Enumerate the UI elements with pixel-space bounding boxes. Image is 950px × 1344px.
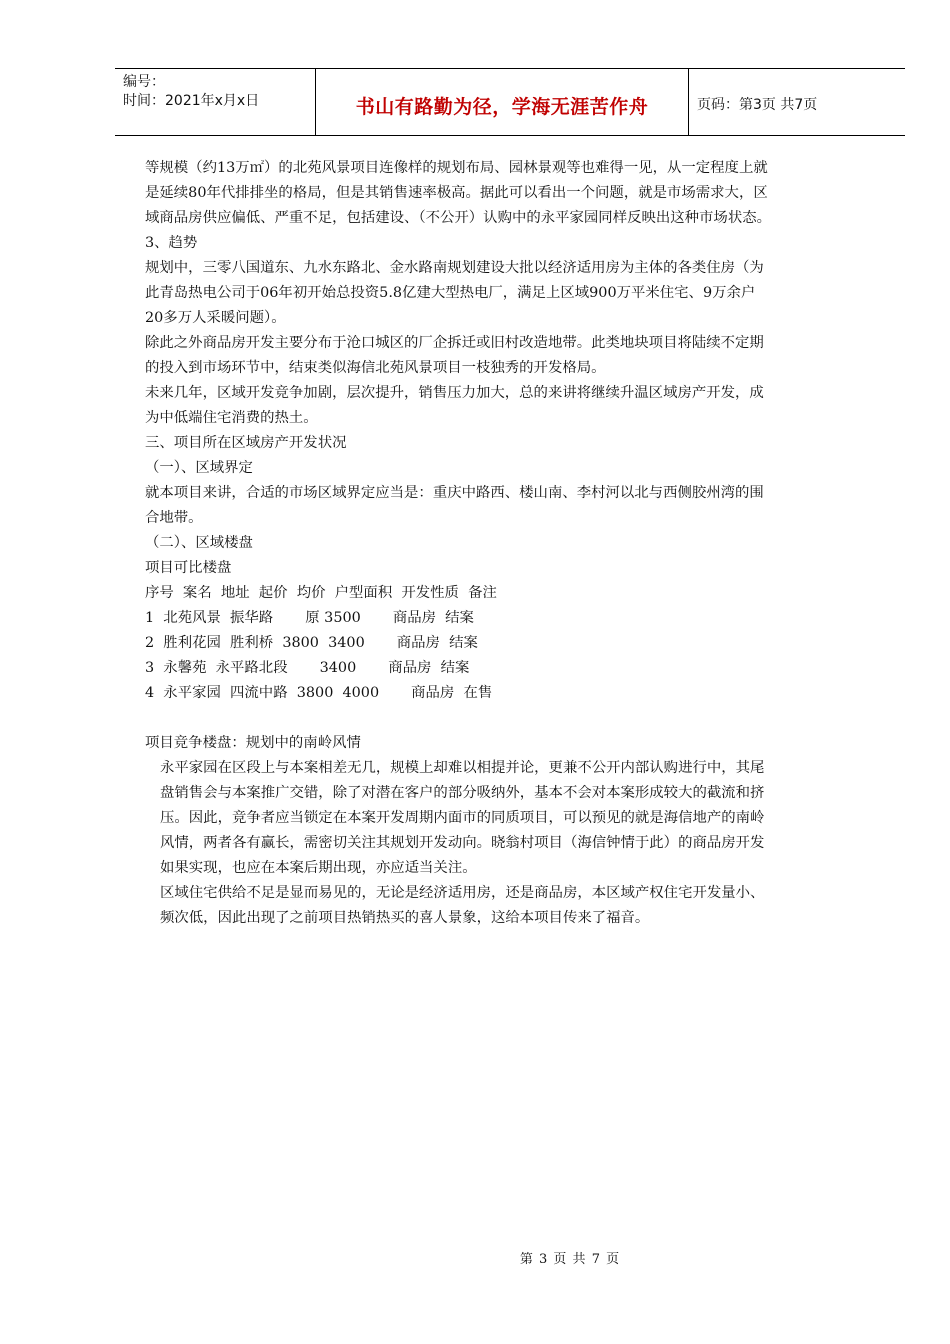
paragraph-line: 频次低，因此出现了之前项目热销热买的喜人景象，这给本项目传来了福音。 bbox=[160, 910, 650, 926]
table-row: 2 胜利花园 胜利桥 3800 3400 商品房 结案 bbox=[145, 635, 478, 651]
subsection-heading: （一）、区域界定 bbox=[145, 460, 253, 476]
table-header-line: 序号 案名 地址 起价 均价 户型面积 开发性质 备注 bbox=[145, 585, 497, 601]
paragraph-line: 规划中，三零八国道东、九水东路北、金水路南规划建设大批以经济适用房为主体的各类住房（为 bbox=[145, 260, 764, 276]
paragraph-line: 风情，两者各有赢长，需密切关注其规划开发动向。晓翁村项目（海信钟情于此）的商品房开发 bbox=[160, 835, 765, 851]
header-page-label: 页码：第3页 共7页 bbox=[697, 97, 818, 113]
paragraph-line: 盘销售会与本案推广交错，除了对潜在客户的部分吸纳外，基本不会对本案形成较大的截流和挤 bbox=[160, 785, 765, 801]
page-footer: 第 3 页 共 7 页 bbox=[519, 1252, 621, 1267]
number-label: 编号： bbox=[123, 74, 165, 90]
paragraph-line: 等规模（约13万㎡）的北苑风景项目连像样的规划布局、园林景观等也难得一见，从一定程度上就 bbox=[145, 160, 768, 176]
table-row: 4 永平家园 四流中路 3800 4000 商品房 在售 bbox=[145, 685, 493, 701]
table-row: 3 永馨苑 永平路北段 3400 商品房 结案 bbox=[145, 660, 470, 676]
time-label: 时间：2021年x月x日 bbox=[123, 93, 260, 109]
table-row: 1 北苑风景 振华路 原 3500 商品房 结案 bbox=[145, 610, 474, 626]
paragraph-line: 合地带。 bbox=[145, 510, 203, 526]
paragraph-line: 未来几年，区域开发竞争加剧，层次提升，销售压力加大，总的来讲将继续升温区域房产开发，成 bbox=[145, 385, 764, 401]
paragraph-line: 永平家园在区段上与本案相差无几，规模上却难以相提并论，更兼不公开内部认购进行中，其尾 bbox=[160, 760, 765, 776]
paragraph-line: 的投入到市场环节中，结束类似海信北苑风景项目一枝独秀的开发格局。 bbox=[145, 360, 606, 376]
document-body bbox=[145, 156, 890, 931]
paragraph-line: 此青岛热电公司于06年初开始总投资5.8亿建大型热电厂，满足上区域900万平米住宅、9万余户 bbox=[145, 285, 756, 301]
list-title: 项目可比楼盘 bbox=[145, 560, 232, 576]
paragraph-line: 为中低端住宅消费的热土。 bbox=[145, 410, 318, 426]
paragraph-line: 就本项目来讲，合适的市场区域界定应当是：重庆中路西、楼山南、李村河以北与西侧胶州湾的围 bbox=[145, 485, 764, 501]
subsection-heading: （二）、区域楼盘 bbox=[145, 535, 253, 551]
paragraph-line: 项目竞争楼盘：规划中的南岭风情 bbox=[145, 735, 361, 751]
paragraph-line: 如果实现，也应在本案后期出现，亦应适当关注。 bbox=[160, 860, 477, 876]
section-heading: 三、项目所在区域房产开发状况 bbox=[145, 435, 347, 451]
paragraph-line: 压。因此，竞争者应当锁定在本案开发周期内面市的同质项目，可以预见的就是海信地产的南岭 bbox=[160, 810, 765, 826]
header-meta bbox=[115, 69, 316, 135]
blank-line bbox=[145, 706, 890, 731]
paragraph-line: 除此之外商品房开发主要分布于沧口城区的厂企拆迁或旧村改造地带。此类地块项目将陆续不定期 bbox=[145, 335, 764, 351]
header-motto: 书山有路勤为径，学海无涯苦作舟 bbox=[316, 69, 689, 135]
paragraph-line: 域商品房供应偏低、严重不足，包括建设、（不公开）认购中的永平家园同样反映出这种市场状态。 bbox=[145, 210, 771, 226]
paragraph-line: 是延续80年代排排坐的格局，但是其销售速率极高。据此可以看出一个问题，就是市场需求大，区 bbox=[145, 185, 768, 201]
section-heading: 3、趋势 bbox=[145, 235, 198, 251]
page-header bbox=[115, 68, 905, 136]
paragraph-line: 20多万人采暖问题）。 bbox=[145, 310, 286, 326]
paragraph-line: 区域住宅供给不足是显而易见的，无论是经济适用房，还是商品房，本区域产权住宅开发量小、 bbox=[160, 885, 765, 901]
